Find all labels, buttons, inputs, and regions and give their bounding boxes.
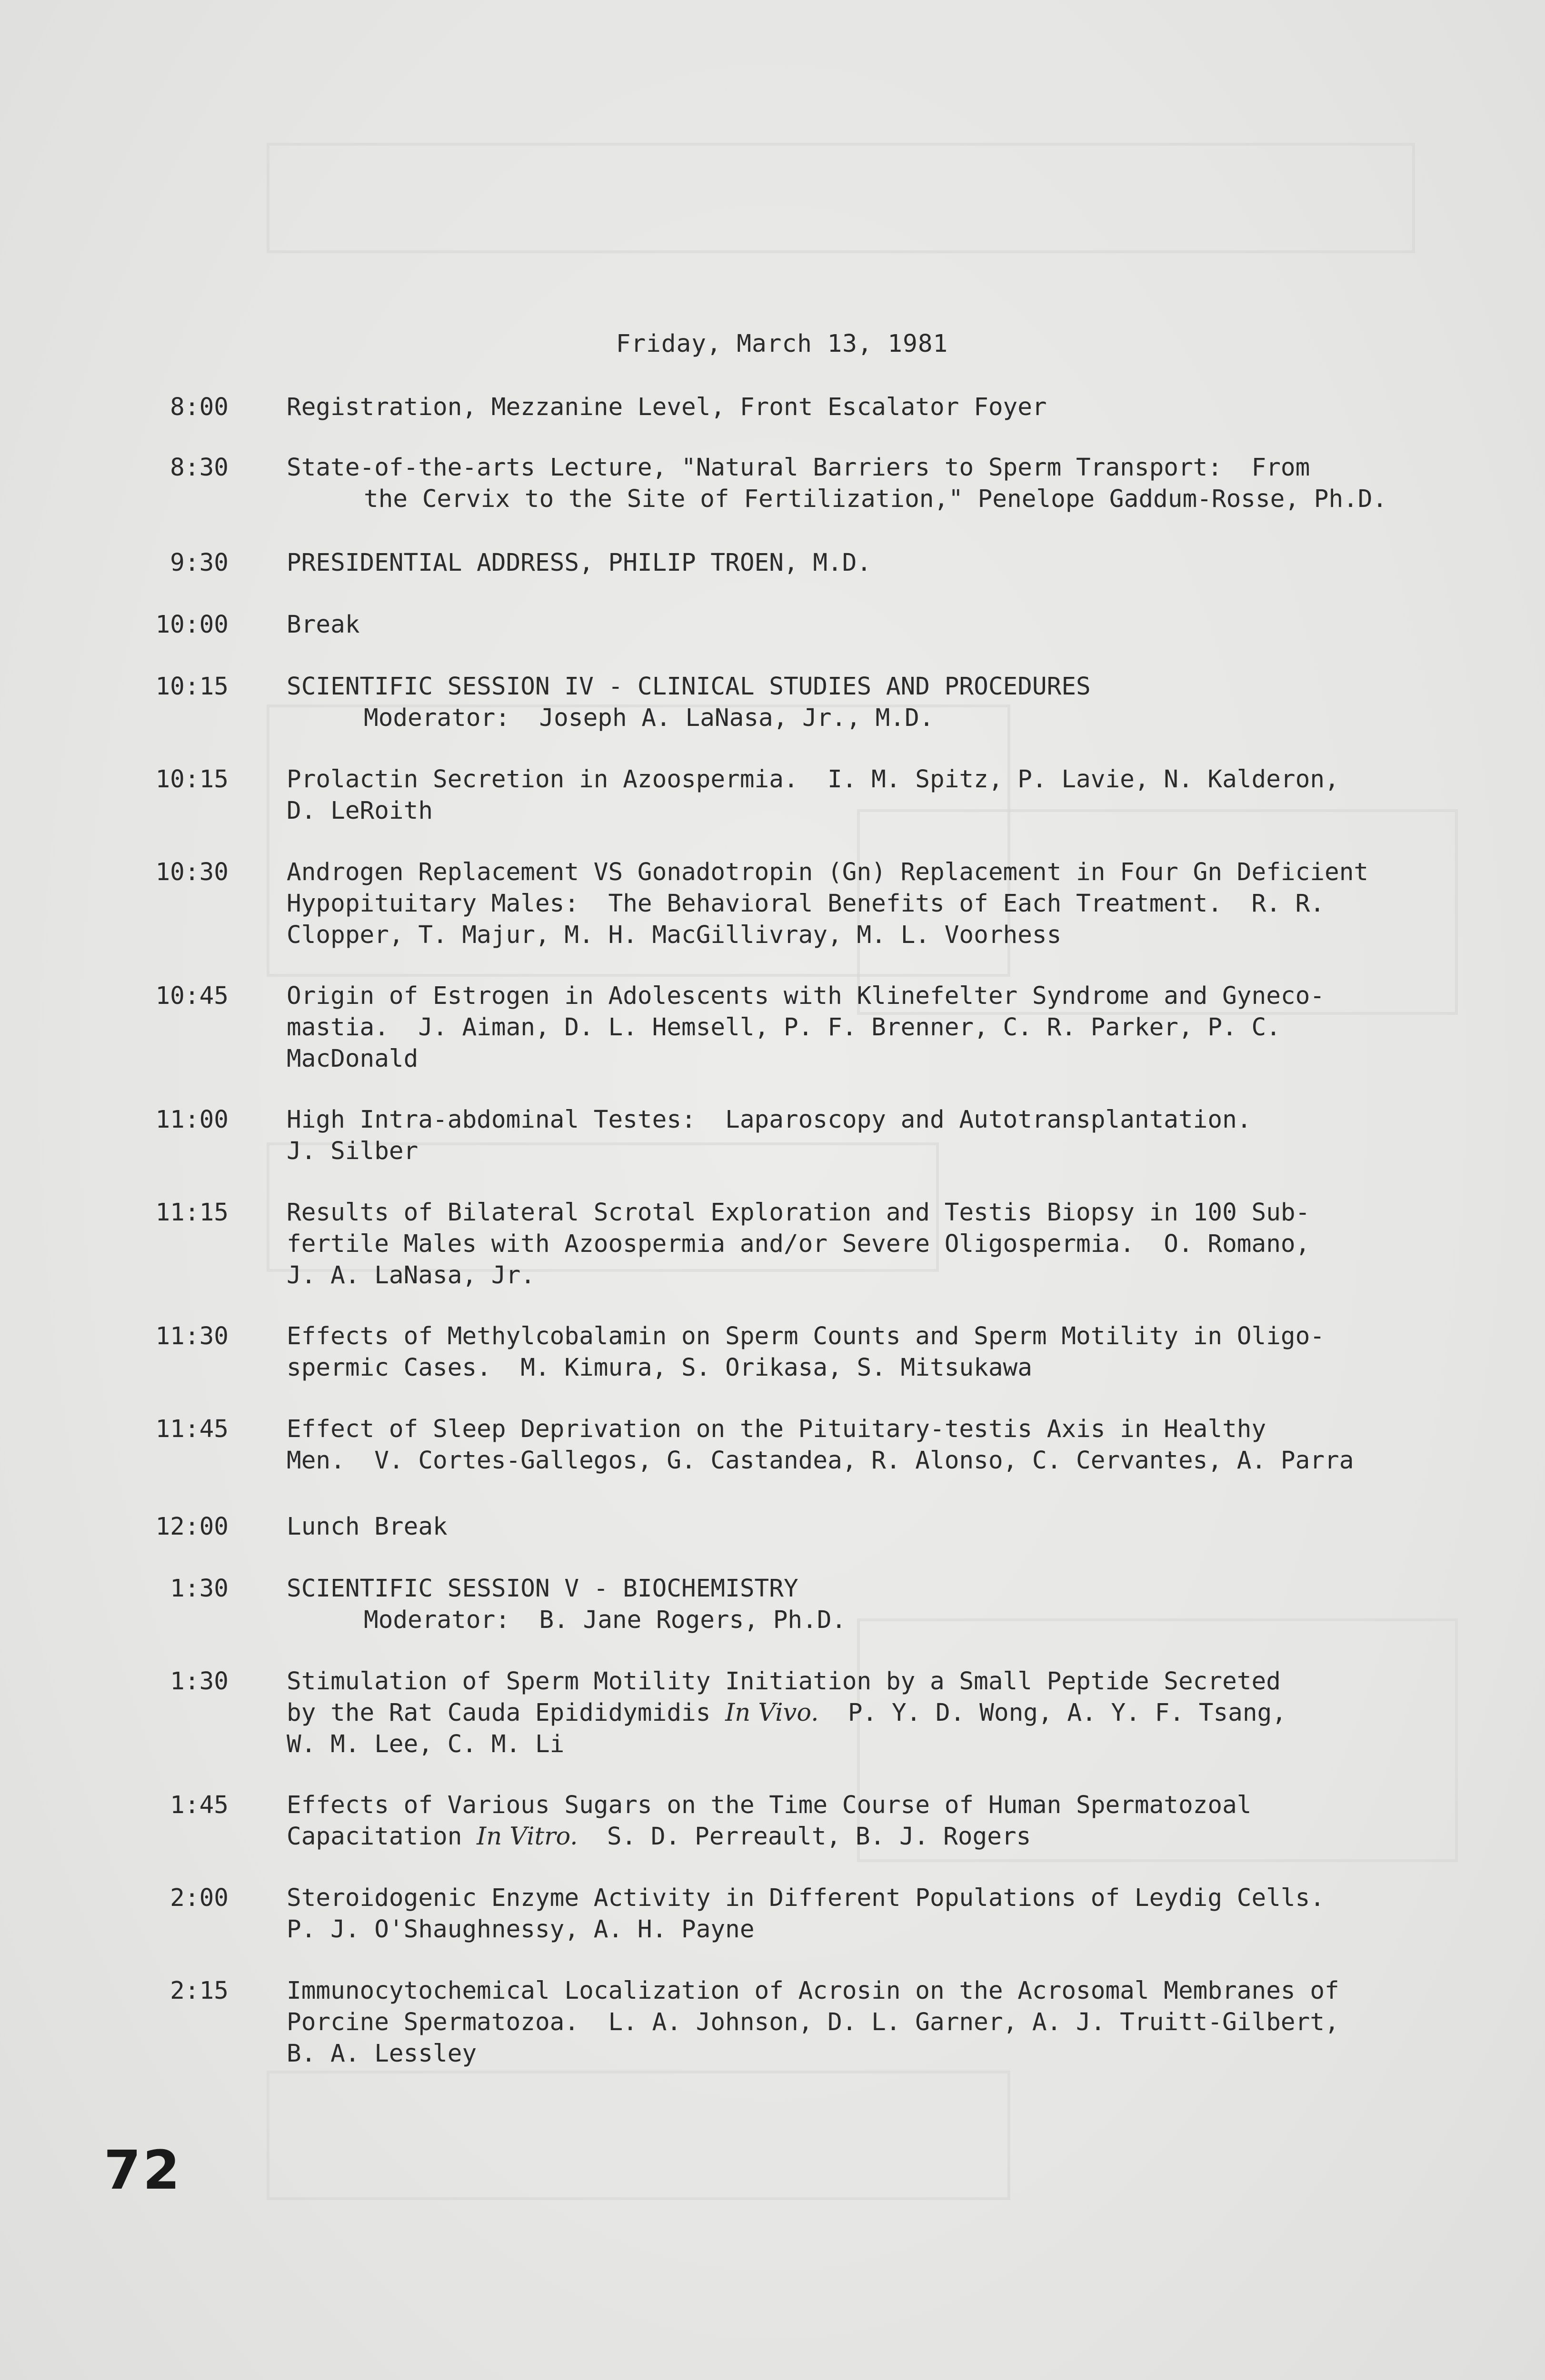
entry-line-mixed — [287, 1821, 1467, 1853]
entry-line: SCIENTIFIC SESSION IV - CLINICAL STUDIES AND PROCEDURES — [287, 673, 1091, 701]
entry-time: 11:15 — [155, 1199, 229, 1227]
entry-description — [287, 857, 1467, 951]
entry-line: J. Silber — [287, 1137, 419, 1165]
entry-line: Androgen Replacement VS Gonadotropin (Gn) Replacement in Four Gn Deficient — [287, 858, 1369, 886]
entry-description — [287, 1883, 1467, 1945]
entry-line: Hypopituitary Males: The Behavioral Benefits of Each Treatment. R. R. — [287, 890, 1325, 918]
entry-time: 11:45 — [155, 1415, 229, 1443]
entry-line: PRESIDENTIAL ADDRESS, PHILIP TROEN, M.D. — [287, 549, 872, 577]
italic-term: In Vitro. — [477, 1823, 578, 1851]
entry-line: fertile Males with Azoospermia and/or Severe Oligospermia. O. Romano, — [287, 1230, 1310, 1258]
entry-description — [287, 609, 1467, 641]
show-through-box — [267, 143, 1415, 253]
entry-authors: P. Y. D. Wong, A. Y. F. Tsang, — [818, 1699, 1286, 1727]
entry-authors: S. D. Perreault, B. J. Rogers — [578, 1823, 1031, 1851]
entry-time: 10:45 — [155, 982, 229, 1010]
entry-line: Moderator: B. Jane Rogers, Ph.D. — [364, 1606, 847, 1634]
entry-line: by the Rat Cauda Epididymidis — [287, 1699, 726, 1727]
entry-line: B. A. Lessley — [287, 2040, 477, 2068]
entry-description — [287, 1321, 1467, 1384]
entry-line: P. J. O'Shaughnessy, A. H. Payne — [287, 1915, 755, 1944]
entry-line: Stimulation of Sperm Motility Initiation by a Small Peptide Secreted — [287, 1667, 1281, 1696]
entry-description — [287, 1975, 1467, 2070]
entry-line: Clopper, T. Majur, M. H. MacGillivray, M. L. Voorhess — [287, 921, 1062, 949]
entry-line: SCIENTIFIC SESSION V - BIOCHEMISTRY — [287, 1575, 798, 1603]
entry-line: Immunocytochemical Localization of Acrosin on the Acrosomal Membranes of — [287, 1977, 1339, 2005]
entry-description — [287, 1414, 1467, 1477]
entry-line: mastia. J. Aiman, D. L. Hemsell, P. F. Brenner, C. R. Parker, P. C. — [287, 1013, 1281, 1041]
italic-term: In Vivo. — [725, 1699, 819, 1727]
schedule-date: Friday, March 13, 1981 — [616, 330, 948, 358]
entry-line: spermic Cases. M. Kimura, S. Orikasa, S. Mitsukawa — [287, 1354, 1032, 1382]
entry-time: 2:15 — [170, 1977, 229, 2005]
entry-description — [287, 547, 1467, 579]
entry-time: 11:00 — [155, 1106, 229, 1134]
entry-line: MacDonald — [287, 1045, 419, 1073]
page-number: 72 — [104, 2140, 182, 2202]
entry-line: Results of Bilateral Scrotal Exploration and Testis Biopsy in 100 Sub- — [287, 1199, 1310, 1227]
entry-line: the Cervix to the Site of Fertilization," Penelope Gaddum-Rosse, Ph.D. — [364, 485, 1387, 513]
entry-time: 1:30 — [170, 1667, 229, 1696]
entry-time: 12:00 — [155, 1513, 229, 1541]
entry-line: J. A. LaNasa, Jr. — [287, 1261, 535, 1289]
entry-line: Steroidogenic Enzyme Activity in Different Populations of Leydig Cells. — [287, 1884, 1325, 1912]
entry-line: W. M. Lee, C. M. Li — [287, 1730, 565, 1758]
entry-description — [287, 392, 1467, 423]
entry-line: Lunch Break — [287, 1513, 448, 1541]
entry-time: 8:30 — [170, 454, 229, 482]
entry-description — [287, 1197, 1467, 1291]
entry-line: Capacitation — [287, 1823, 477, 1851]
entry-line: D. LeRoith — [287, 797, 433, 825]
entry-time: 10:00 — [155, 611, 229, 639]
entry-line: High Intra-abdominal Testes: Laparoscopy and Autotransplantation. — [287, 1106, 1252, 1134]
entry-description — [287, 1573, 1467, 1636]
entry-time: 9:30 — [170, 549, 229, 577]
entry-time: 10:30 — [155, 858, 229, 886]
entry-line: Porcine Spermatozoa. L. A. Johnson, D. L. Garner, A. J. Truitt-Gilbert, — [287, 2008, 1339, 2036]
entry-description — [287, 1666, 1467, 1760]
entry-time: 11:30 — [155, 1322, 229, 1350]
entry-description — [287, 764, 1467, 827]
entry-description — [287, 1511, 1467, 1543]
entry-line: Break — [287, 611, 360, 639]
entry-line: Origin of Estrogen in Adolescents with Klinefelter Syndrome and Gyneco- — [287, 982, 1325, 1010]
entry-time: 2:00 — [170, 1884, 229, 1912]
entry-line: Effects of Various Sugars on the Time Course of Human Spermatozoal — [287, 1791, 1252, 1819]
entry-description — [287, 981, 1467, 1075]
entry-line: Registration, Mezzanine Level, Front Escalator Foyer — [287, 393, 1047, 421]
entry-time: 1:30 — [170, 1575, 229, 1603]
entry-description — [287, 452, 1467, 515]
entry-time: 10:15 — [155, 765, 229, 793]
schedule-date-heading — [0, 328, 1545, 360]
entry-time: 10:15 — [155, 673, 229, 701]
entry-line: Effects of Methylcobalamin on Sperm Counts and Sperm Motility in Oligo- — [287, 1322, 1325, 1350]
entry-description — [287, 1790, 1467, 1853]
entry-line: Prolactin Secretion in Azoospermia. I. M. Spitz, P. Lavie, N. Kalderon, — [287, 765, 1339, 793]
entry-line: Effect of Sleep Deprivation on the Pituitary-testis Axis in Healthy — [287, 1415, 1266, 1443]
entry-line-mixed — [287, 1697, 1467, 1729]
entry-description — [287, 671, 1467, 734]
show-through-box — [267, 2071, 1010, 2200]
entry-time: 8:00 — [170, 393, 229, 421]
entry-time: 1:45 — [170, 1791, 229, 1819]
entry-description — [287, 1104, 1467, 1167]
entry-line: Moderator: Joseph A. LaNasa, Jr., M.D. — [364, 704, 934, 732]
entry-line: State-of-the-arts Lecture, "Natural Barriers to Sperm Transport: From — [287, 454, 1310, 482]
entry-line: Men. V. Cortes-Gallegos, G. Castandea, R. Alonso, C. Cervantes, A. Parra — [287, 1447, 1354, 1475]
